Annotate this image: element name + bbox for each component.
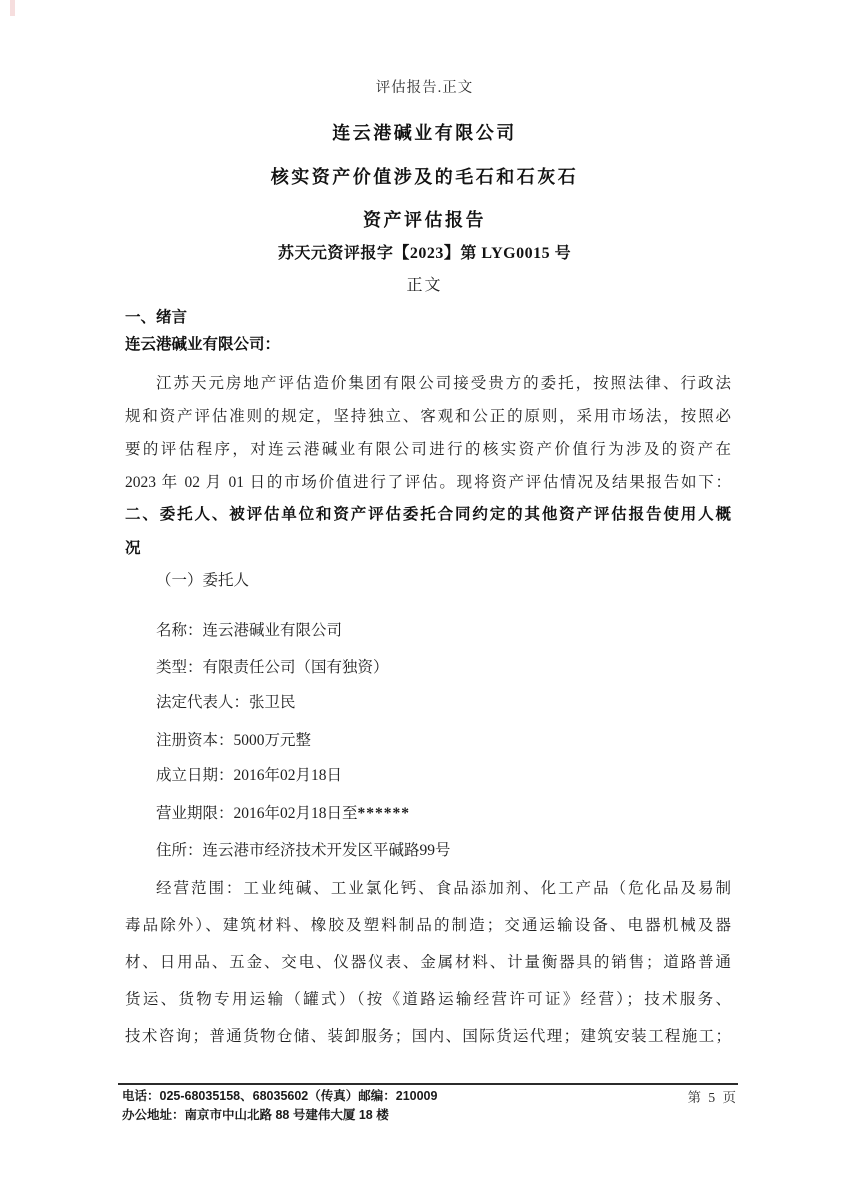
report-title-type: 资产评估报告: [363, 210, 486, 230]
client-business-term-line: [125, 803, 731, 824]
business-scope-line: 货运、货物专用运输（罐式）（按《道路运输经营许可证》经营）；技术服务、: [125, 991, 731, 1008]
subheading-client: （一）委托人: [156, 572, 250, 589]
footer-divider-line: [118, 1083, 738, 1085]
intro-paragraph-line: 规和资产评估准则的规定，坚持独立、客观和公正的原则，采用市场法，按照必: [125, 408, 731, 425]
heading-1-introduction: 一、绪言: [125, 309, 188, 326]
business-scope-line: 毒品除外）、建筑材料、橡胶及塑料制品的制造；交通运输设备、电器机械及器: [125, 917, 731, 934]
client-name-line: 名称：连云港碱业有限公司: [156, 622, 343, 639]
heading-2-clients-line1: 二、委托人、被评估单位和资产评估委托合同约定的其他资产评估报告使用人概: [125, 506, 731, 523]
client-legal-representative-line: 法定代表人：张卫民: [156, 694, 296, 711]
intro-paragraph-line: 江苏天元房地产评估造价集团有限公司接受贵方的委托，按照法律、行政法: [156, 375, 731, 392]
client-registered-capital-line: 注册资本：5000万元整: [156, 732, 312, 749]
business-term-masked-value: ******: [357, 805, 411, 822]
business-scope-line: 材、日用品、五金、交电、仪器仪表、金属材料、计量衡器具的销售；道路普通: [125, 954, 731, 971]
footer-address-line: 办公地址：南京市中山北路 88 号建伟大厦 18 楼: [122, 1108, 389, 1122]
business-scope-line: 经营范围：工业纯碱、工业氯化钙、食品添加剂、化工产品（危化品及易制: [156, 880, 731, 897]
scan-artifact: [10, 0, 15, 16]
intro-paragraph-line: 要的评估程序，对连云港碱业有限公司进行的核实资产价值行为涉及的资产在: [125, 441, 731, 458]
intro-paragraph-line: 2023 年 02 月 01 日的市场价值进行了评估。现将资产评估情况及结果报告如下：: [125, 474, 731, 491]
report-title-company: 连云港碱业有限公司: [332, 123, 517, 143]
footer-phone-line: 电话：025-68035158、68035602（传真）邮编：210009: [122, 1089, 438, 1103]
client-address-line: 住所：连云港市经济技术开发区平碱路99号: [156, 842, 451, 859]
page-number: 第 5 页: [687, 1090, 738, 1105]
document-label: 评估报告.正文: [375, 80, 474, 96]
report-document-number: 苏天元资评报字【2023】第 LYG0015 号: [277, 245, 572, 262]
business-term-prefix: 营业期限：2016年02月18日至: [156, 805, 358, 822]
report-title-subject: 核实资产价值涉及的毛石和石灰石: [270, 167, 579, 187]
salutation-line: 连云港碱业有限公司：: [125, 336, 281, 353]
business-scope-line: 技术咨询；普通货物仓储、装卸服务；国内、国际货运代理；建筑安装工程施工；: [125, 1028, 731, 1045]
client-founding-date-line: 成立日期：2016年02月18日: [156, 767, 343, 784]
client-type-line: 类型：有限责任公司（国有独资）: [156, 659, 389, 676]
heading-2-clients-line2: 况: [125, 540, 141, 557]
section-label-main-text: 正文: [406, 277, 443, 294]
